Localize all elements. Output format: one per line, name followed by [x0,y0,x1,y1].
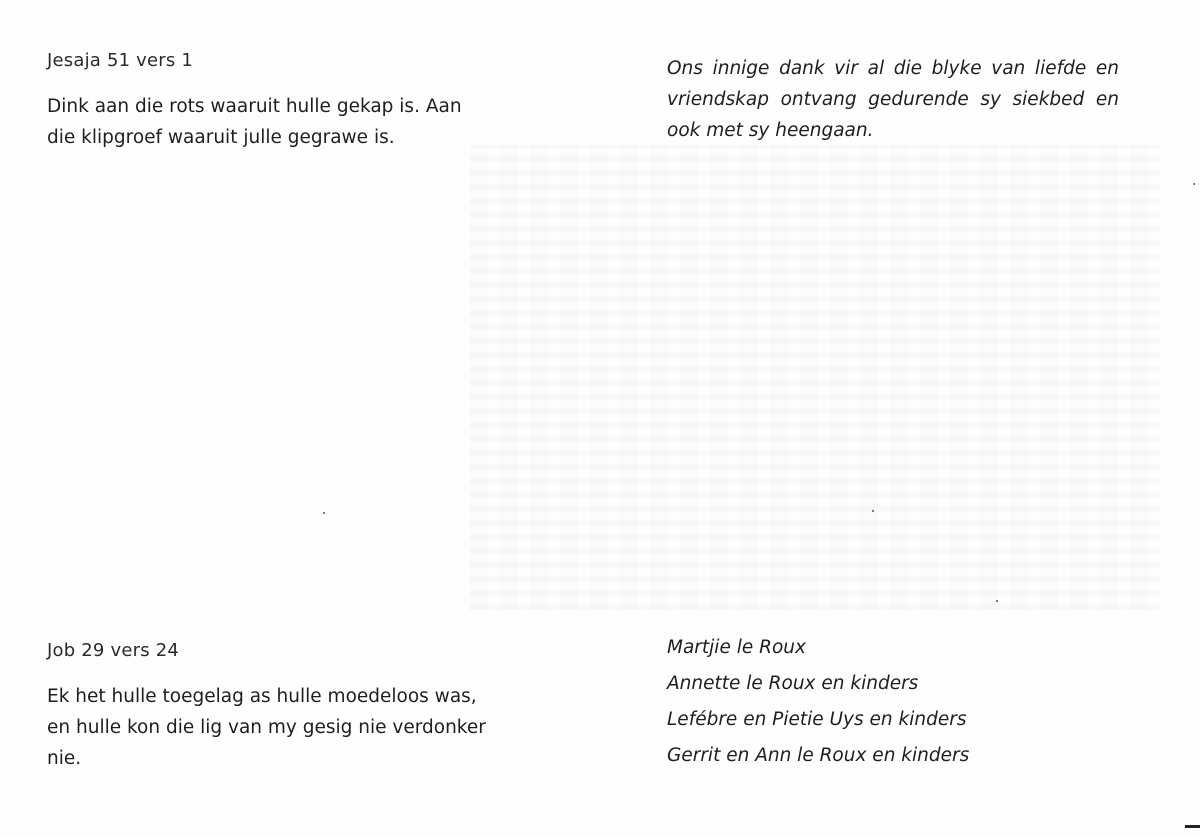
thanks-line-3: ook met sy heengaan. [667,120,874,141]
scan-speck [872,510,874,512]
scripture-heading-jesaja: Jesaja 51 vers 1 [47,50,194,71]
family-name-2: Annette le Roux en kinders [667,673,919,694]
thanks-message [667,53,1119,146]
scan-edge-mark [1185,825,1200,828]
scan-speck [996,600,998,602]
scripture-heading-job: Job 29 vers 24 [47,640,180,661]
family-names [667,630,1087,774]
thanks-line-1: Ons innige dank vir al die blyke van liefde en [667,58,1119,79]
thanks-line-2: vriendskap ontvang gedurende sy siekbed en [667,89,1119,110]
scripture-line-2: en hulle kon die lig van my gesig nie verdonker [47,717,486,738]
scripture-line-2: die klipgroef waaruit julle gegrawe is. [47,127,395,148]
scripture-line-1: Dink aan die rots waaruit hulle gekap is. Aan [47,96,462,117]
family-name-4: Gerrit en Ann le Roux en kinders [667,745,970,766]
scripture-block-job [47,640,507,774]
scripture-line-3: nie. [47,748,82,769]
family-name-1: Martjie le Roux [667,637,806,658]
family-name-3: Lefébre en Pietie Uys en kinders [667,709,967,730]
scripture-line-1: Ek het hulle toegelag as hulle moedeloos was, [47,686,477,707]
scripture-block-jesaja [47,50,507,153]
scan-speck [323,512,325,514]
scan-speck [1193,183,1195,185]
faint-print-through [470,145,1160,610]
